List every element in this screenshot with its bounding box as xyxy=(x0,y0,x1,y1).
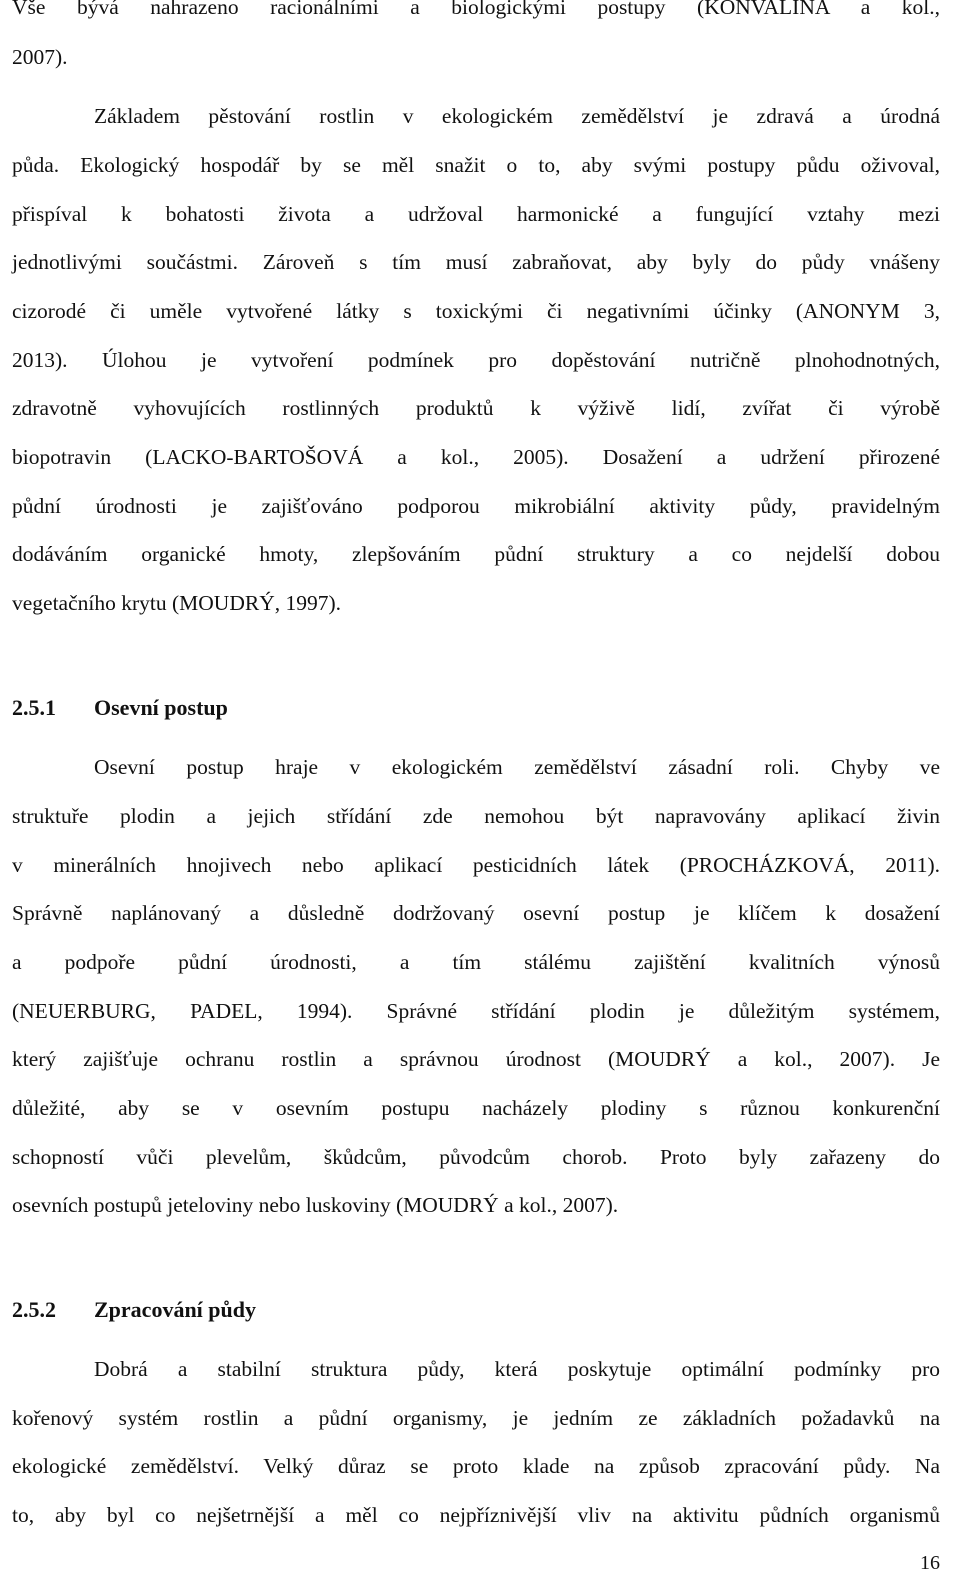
paragraph-line: (NEUERBURG, PADEL, 1994). Správné střídání plodin je důležitým systémem, xyxy=(12,999,940,1023)
paragraph-line: Vše bývá nahrazeno racionálními a biologickými postupy (KONVALINA a kol., xyxy=(12,0,940,19)
paragraph-line: a podpoře půdní úrodnosti, a tím stálému zajištění kvalitních výnosů xyxy=(12,950,940,974)
paragraph-line: struktuře plodin a jejich střídání zde nemohou být napravovány aplikací živin xyxy=(12,804,940,828)
paragraph-line: Správně naplánovaný a důsledně dodržovaný osevní postup je klíčem k dosažení xyxy=(12,901,940,925)
paragraph-line: který zajišťuje ochranu rostlin a správnou úrodnost (MOUDRÝ a kol., 2007). Je xyxy=(12,1047,940,1071)
page-number: 16 xyxy=(920,1552,940,1574)
paragraph-line: Základem pěstování rostlin v ekologickém zemědělství je zdravá a úrodná xyxy=(94,104,940,128)
paragraph-line: 2013). Úlohou je vytvoření podmínek pro dopěstování nutričně plnohodnotných, xyxy=(12,348,940,372)
paragraph-line: osevních postupů jeteloviny nebo luskoviny (MOUDRÝ a kol., 2007). xyxy=(12,1193,619,1217)
paragraph-line: Osevní postup hraje v ekologickém zemědělství zásadní roli. Chyby ve xyxy=(94,755,940,779)
paragraph-line: biopotravin (LACKO-BARTOŠOVÁ a kol., 2005). Dosažení a udržení přirozené xyxy=(12,445,940,469)
paragraph-line: schopností vůči plevelům, škůdcům, původcům chorob. Proto byly zařazeny do xyxy=(12,1145,940,1169)
section-heading xyxy=(12,1295,256,1325)
section-title: Zpracování půdy xyxy=(94,1297,256,1322)
paragraph-line: půda. Ekologický hospodář by se měl snažit o to, aby svými postupy půdu oživoval, xyxy=(12,153,940,177)
paragraph-line: ekologické zemědělství. Velký důraz se proto klade na způsob zpracování půdy. Na xyxy=(12,1454,940,1478)
section-number: 2.5.2 xyxy=(12,1297,56,1322)
paragraph-line: jednotlivými součástmi. Zároveň s tím musí zabraňovat, aby byly do půdy vnášeny xyxy=(12,250,940,274)
paragraph-line: přispíval k bohatosti života a udržoval harmonické a fungující vztahy mezi xyxy=(12,202,940,226)
paragraph-line: kořenový systém rostlin a půdní organismy, je jedním ze základních požadavků na xyxy=(12,1406,940,1430)
paragraph-line: 2007). xyxy=(12,45,68,69)
paragraph-line: dodáváním organické hmoty, zlepšováním půdní struktury a co nejdelší dobou xyxy=(12,542,940,566)
paragraph-line: zdravotně vyhovujících rostlinných produktů k výživě lidí, zvířat či výrobě xyxy=(12,396,940,420)
section-heading xyxy=(12,693,228,723)
paragraph-line: půdní úrodnosti je zajišťováno podporou mikrobiální aktivity půdy, pravidelným xyxy=(12,494,940,518)
section-number: 2.5.1 xyxy=(12,695,56,720)
paragraph-line: v minerálních hnojivech nebo aplikací pesticidních látek (PROCHÁZKOVÁ, 2011). xyxy=(12,853,940,877)
paragraph-line: cizorodé či uměle vytvořené látky s toxickými či negativními účinky (ANONYM 3, xyxy=(12,299,940,323)
paragraph-line: důležité, aby se v osevním postupu nacházely plodiny s různou konkurenční xyxy=(12,1096,940,1120)
paragraph-line: to, aby byl co nejšetrnější a měl co nejpříznivější vliv na aktivitu půdních organismů xyxy=(12,1503,940,1527)
paragraph-line: Dobrá a stabilní struktura půdy, která poskytuje optimální podmínky pro xyxy=(94,1357,940,1381)
section-title: Osevní postup xyxy=(94,695,228,720)
paragraph-line: vegetačního krytu (MOUDRÝ, 1997). xyxy=(12,591,342,615)
